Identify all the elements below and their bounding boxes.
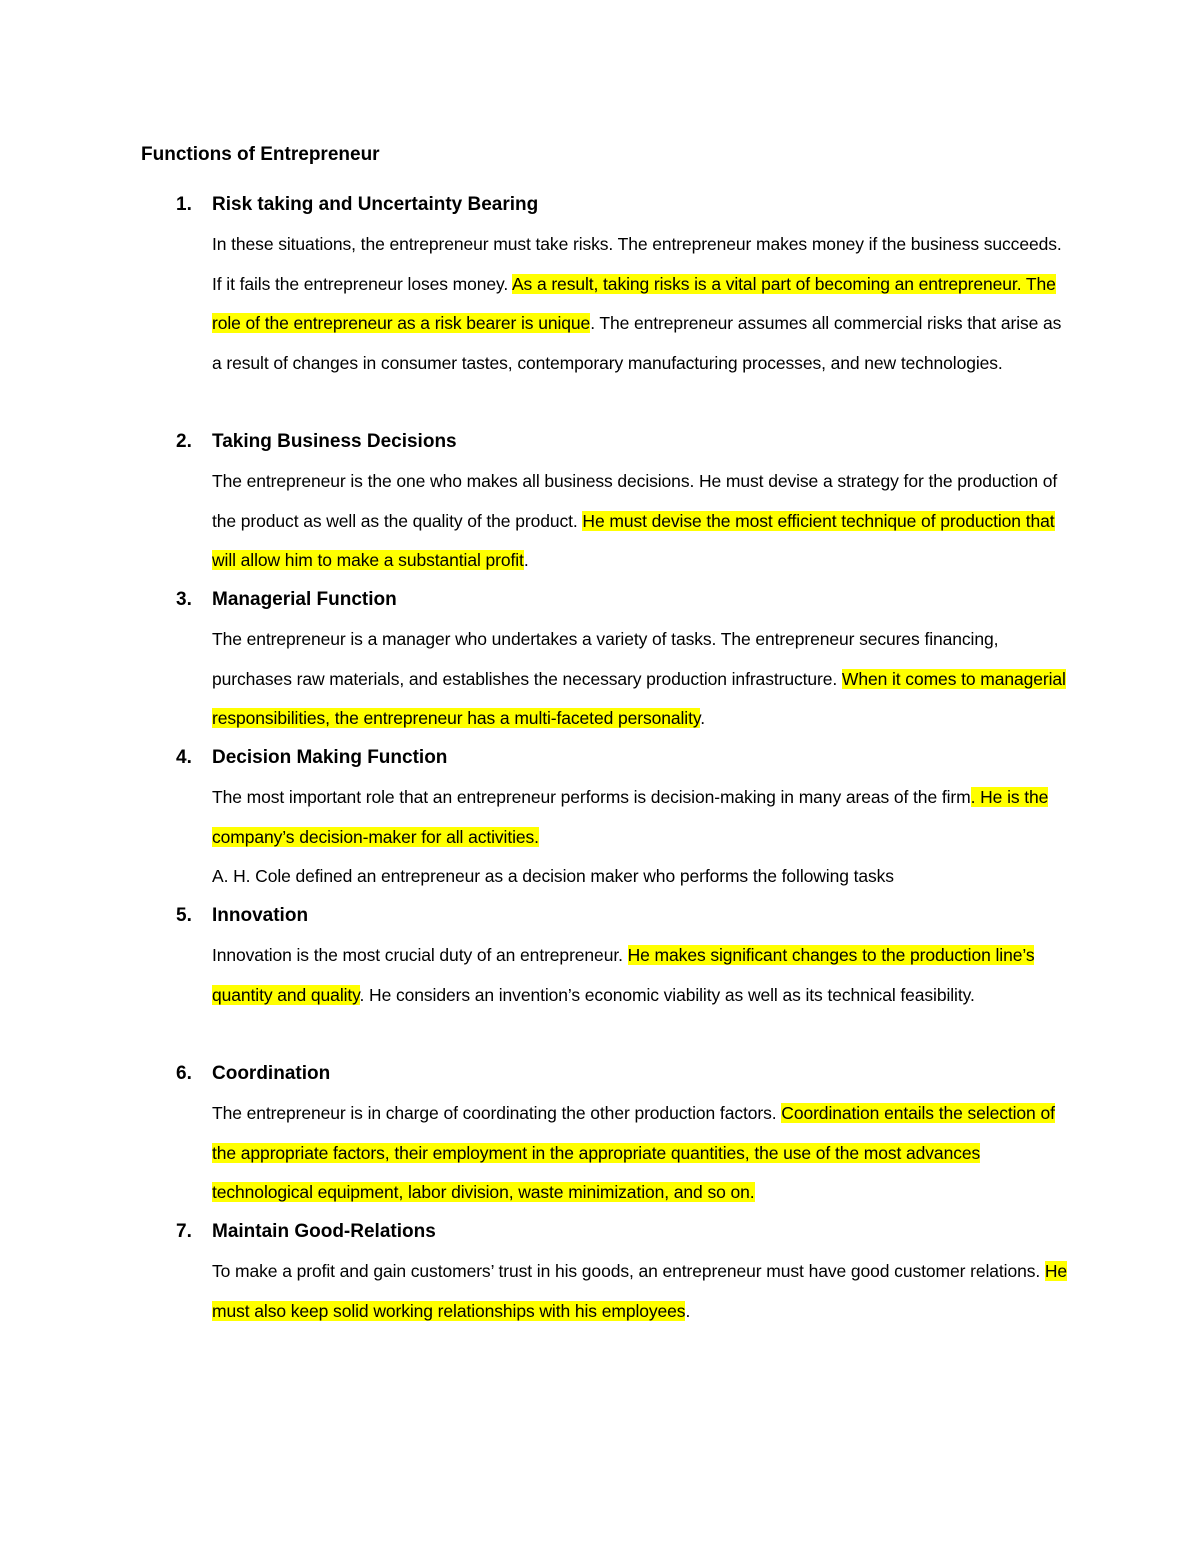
section-number: 4. xyxy=(176,747,192,768)
section-heading-text: Taking Business Decisions xyxy=(212,431,457,452)
body-text: In these situations, the entrepreneur must take risks. The entrepreneur makes money if the business succeeds. If it fails the entrepreneur loses money. xyxy=(212,234,1062,294)
section-body-6 xyxy=(212,1094,1072,1213)
highlighted-text: He must devise the most efficient technique of production that will allow him to make a substantial profit xyxy=(212,510,1055,571)
section-heading-text: Decision Making Function xyxy=(212,747,448,768)
body-text: The entrepreneur is the one who makes all business decisions. He must devise a strategy for the production of the product as well as the quality of the product. xyxy=(212,471,1058,531)
section-heading-text: Maintain Good-Relations xyxy=(212,1221,436,1242)
section-heading-1 xyxy=(176,192,538,218)
section-heading-4 xyxy=(176,745,447,771)
document-title: Functions of Entrepreneur xyxy=(141,144,380,165)
highlighted-text: . He is the company’s decision-maker for all activities. xyxy=(212,787,1049,847)
section-heading-text: Innovation xyxy=(212,905,309,926)
highlighted-text: When it comes to managerial responsibilities, the entrepreneur has a multi-faceted personality xyxy=(212,668,1066,729)
section-number: 7. xyxy=(176,1221,192,1242)
section-heading-2 xyxy=(176,429,457,455)
section-heading-text: Coordination xyxy=(212,1063,331,1084)
section-body-4 xyxy=(212,778,1072,857)
section-number: 2. xyxy=(176,431,192,452)
body-text: . The entrepreneur assumes all commercial risks that arise as a result of changes in consumer tastes, contemporary manufacturing processes, and new technologies. xyxy=(212,313,1062,373)
section-heading-5 xyxy=(176,903,308,929)
section-heading-text: Managerial Function xyxy=(212,589,397,610)
section-number: 6. xyxy=(176,1063,192,1084)
section-body-3 xyxy=(212,620,1072,739)
body-text: . xyxy=(685,1300,691,1321)
highlighted-text: Coordination entails the selection of the appropriate factors, their employment in the appropriate quantities, the use of the most advances technological equipment, labor division, waste minimization, and so on. xyxy=(212,1103,1055,1203)
body-text: . xyxy=(523,550,529,571)
section-body-1 xyxy=(212,225,1072,383)
body-text: The entrepreneur is a manager who undertakes a variety of tasks. The entrepreneur secures financing, purchases raw materials, and establishes the necessary production infrastructure. xyxy=(212,629,999,689)
body-text: . He considers an invention’s economic viability as well as its technical feasibility. xyxy=(359,984,975,1005)
section-body-2 xyxy=(212,462,1072,581)
highlighted-text: He must also keep solid working relationships with his employees xyxy=(212,1261,1068,1321)
body-text: The most important role that an entrepreneur performs is decision-making in many areas of the firm xyxy=(212,787,971,807)
section-number: 3. xyxy=(176,589,192,610)
body-text: The entrepreneur is in charge of coordinating the other production factors. xyxy=(212,1103,782,1123)
section-heading-text: Risk taking and Uncertainty Bearing xyxy=(212,194,539,215)
section-number: 5. xyxy=(176,905,192,926)
section-heading-6 xyxy=(176,1061,330,1087)
cole-definition-line: A. H. Cole defined an entrepreneur as a decision maker who performs the following tasks xyxy=(212,866,894,886)
section-heading-7 xyxy=(176,1219,436,1245)
section-heading-3 xyxy=(176,587,397,613)
body-text: . xyxy=(700,708,705,729)
highlighted-text: As a result, taking risks is a vital part of becoming an entrepreneur. The role of the entrepreneur as a risk bearer is unique xyxy=(212,273,1056,334)
body-text: To make a profit and gain customers’ trust in his goods, an entrepreneur must have good customer relations. xyxy=(212,1261,1045,1281)
section-body-5 xyxy=(212,936,1072,1015)
body-text: Innovation is the most crucial duty of an entrepreneur. xyxy=(212,945,628,965)
section-body-7 xyxy=(212,1252,1072,1331)
highlighted-text: He makes significant changes to the production line’s quantity and quality xyxy=(212,945,1035,1005)
section-number: 1. xyxy=(176,194,192,215)
